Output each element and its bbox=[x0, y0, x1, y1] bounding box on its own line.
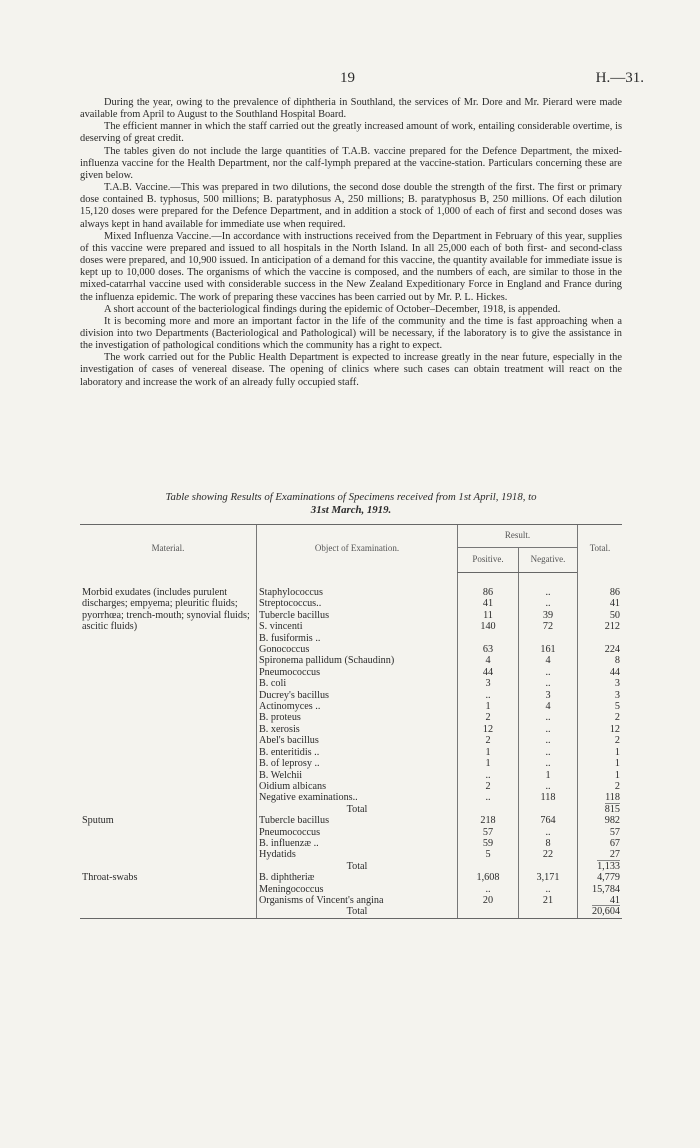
negative-cell: .. bbox=[519, 712, 578, 723]
total-cell: 2 bbox=[578, 712, 623, 723]
negative-cell: 118 bbox=[519, 792, 578, 803]
positive-cell: .. bbox=[458, 884, 519, 895]
group-total-value bbox=[578, 804, 623, 815]
object-name: B. fusiformis .. bbox=[259, 632, 321, 644]
total-cell: 982 bbox=[578, 815, 623, 826]
negative-cell: .. bbox=[519, 758, 578, 769]
object-name: Organisms of Vincent's angina bbox=[259, 894, 384, 906]
total-cell: 5 bbox=[578, 701, 623, 712]
negative-cell: 72 bbox=[519, 621, 578, 632]
group-total-row bbox=[80, 906, 622, 918]
object-name: Tubercle bacillus bbox=[259, 609, 330, 621]
object-cell bbox=[257, 644, 458, 655]
object-name: Meningococcus bbox=[259, 883, 324, 895]
negative-cell: .. bbox=[519, 598, 578, 609]
object-cell bbox=[257, 724, 458, 735]
empty-cell bbox=[519, 861, 578, 872]
group-total-value bbox=[578, 861, 623, 872]
group-total-label: Total bbox=[257, 804, 458, 815]
material-cell: Morbid exudates (includes purulent discharges; empyema; pleuritic fluids; pyorrhœa; trench-mouth; synovial fluids; ascitic fluids) bbox=[82, 587, 250, 633]
empty-cell bbox=[458, 861, 519, 872]
object-name: Tubercle bacillus bbox=[259, 815, 330, 827]
header-object: Object of Examination. bbox=[257, 525, 458, 573]
paragraph: The work carried out for the Public Health Department is expected to increase greatly in the near future, especially in the investigation of cases of venereal disease. The opening of clinics where such cases can obtain treatment will react on the laboratory and increase the work of an already fully occupied staff. bbox=[80, 352, 622, 388]
material-cell: Sputum bbox=[82, 815, 114, 827]
negative-cell: 21 bbox=[519, 895, 578, 906]
positive-cell: 2 bbox=[458, 712, 519, 723]
negative-cell bbox=[519, 633, 578, 644]
total-cell: 12 bbox=[578, 724, 623, 735]
positive-cell: 5 bbox=[458, 849, 519, 860]
object-cell bbox=[257, 781, 458, 792]
positive-cell: 44 bbox=[458, 667, 519, 678]
object-name: Streptococcus.. bbox=[259, 598, 322, 610]
total-cell: 118 bbox=[578, 792, 623, 803]
positive-cell: .. bbox=[458, 792, 519, 803]
positive-cell: 1,608 bbox=[458, 872, 519, 883]
object-name: Gonococcus bbox=[259, 644, 310, 656]
object-name: Hydatids bbox=[259, 849, 296, 861]
object-cell bbox=[257, 610, 458, 621]
positive-cell: 41 bbox=[458, 598, 519, 609]
negative-cell: 161 bbox=[519, 644, 578, 655]
positive-cell: .. bbox=[458, 770, 519, 781]
body-text bbox=[80, 97, 622, 389]
total-cell: 212 bbox=[578, 621, 623, 632]
paragraph: The tables given do not include the large quantities of T.A.B. vaccine prepared for the Defence Department, the mixed-influenza vaccine for the Health Department, nor the calf-lymph prepared at the vaccine-station. Particulars concerning these are given below. bbox=[80, 145, 622, 181]
header-positive: Positive. bbox=[458, 548, 519, 573]
object-name: B. of leprosy .. bbox=[259, 758, 320, 770]
total-cell: 2 bbox=[578, 781, 623, 792]
table-row bbox=[80, 872, 622, 883]
object-cell bbox=[257, 690, 458, 701]
empty-cell bbox=[519, 804, 578, 815]
positive-cell: 1 bbox=[458, 701, 519, 712]
total-cell: 27 bbox=[578, 849, 623, 860]
paragraph: It is becoming more and more an important factor in the life of the community and the time is fast approaching when a division into two Departments (Bacteriological and Pathological) will be necessary, if the laboratory is to give the assistance in the investigation of pathological conditions which the community has a right to expect. bbox=[80, 315, 622, 352]
total-cell: 86 bbox=[578, 587, 623, 598]
total-cell: 3 bbox=[578, 678, 623, 689]
empty-cell bbox=[80, 906, 257, 918]
caption-line: Table showing Results of Examinations of Specimens received from 1st April, 1918, to bbox=[165, 491, 537, 503]
table-row bbox=[80, 587, 622, 598]
positive-cell: 11 bbox=[458, 610, 519, 621]
total-cell: 41 bbox=[578, 895, 623, 906]
total-cell: 15,784 bbox=[578, 884, 623, 895]
object-name: B. enteritidis .. bbox=[259, 746, 320, 758]
empty-cell bbox=[519, 906, 578, 918]
total-cell: 41 bbox=[578, 598, 623, 609]
group-total-number: 20,604 bbox=[591, 906, 620, 918]
negative-cell: 8 bbox=[519, 838, 578, 849]
object-name: Negative examinations.. bbox=[259, 792, 358, 804]
negative-cell: 4 bbox=[519, 701, 578, 712]
positive-cell: 2 bbox=[458, 735, 519, 746]
positive-cell: 2 bbox=[458, 781, 519, 792]
negative-cell: .. bbox=[519, 724, 578, 735]
header-total: Total. bbox=[578, 525, 623, 573]
positive-cell bbox=[458, 633, 519, 644]
group-total-value bbox=[578, 906, 623, 918]
positive-cell: 4 bbox=[458, 655, 519, 666]
empty-cell bbox=[458, 906, 519, 918]
object-cell bbox=[257, 884, 458, 895]
total-cell: 44 bbox=[578, 667, 623, 678]
empty-cell bbox=[80, 861, 257, 872]
object-cell bbox=[257, 587, 458, 598]
negative-cell: 39 bbox=[519, 610, 578, 621]
positive-cell: 140 bbox=[458, 621, 519, 632]
positive-cell: 86 bbox=[458, 587, 519, 598]
table-body bbox=[80, 573, 622, 919]
table-row bbox=[80, 815, 622, 826]
negative-cell: .. bbox=[519, 827, 578, 838]
object-name: Ducrey's bacillus bbox=[259, 689, 330, 701]
object-name: B. proteus bbox=[259, 712, 301, 724]
negative-cell: .. bbox=[519, 678, 578, 689]
total-cell: 4,779 bbox=[578, 872, 623, 883]
object-name: B. influenzæ .. bbox=[259, 837, 319, 849]
object-cell bbox=[257, 712, 458, 723]
negative-cell: 1 bbox=[519, 770, 578, 781]
negative-cell: .. bbox=[519, 747, 578, 758]
object-name: Actinomyces .. bbox=[259, 701, 321, 713]
material-cell: Throat-swabs bbox=[82, 872, 138, 884]
positive-cell: 12 bbox=[458, 724, 519, 735]
object-cell bbox=[257, 655, 458, 666]
object-cell bbox=[257, 770, 458, 781]
negative-cell: .. bbox=[519, 667, 578, 678]
object-cell bbox=[257, 678, 458, 689]
total-cell: 1 bbox=[578, 770, 623, 781]
object-cell bbox=[257, 747, 458, 758]
negative-cell: .. bbox=[519, 587, 578, 598]
page-header bbox=[0, 70, 700, 90]
group-total-label: Total bbox=[257, 861, 458, 872]
total-cell: 67 bbox=[578, 838, 623, 849]
object-name: S. vincenti bbox=[259, 621, 303, 633]
page-number: 19 bbox=[340, 70, 355, 86]
results-table bbox=[80, 524, 622, 919]
header-negative: Negative. bbox=[519, 548, 578, 573]
object-name: Pneumococcus bbox=[259, 666, 321, 678]
negative-cell: .. bbox=[519, 781, 578, 792]
object-name: B. xerosis bbox=[259, 723, 300, 735]
object-name: Oidium albicans bbox=[259, 780, 327, 792]
object-cell bbox=[257, 827, 458, 838]
spacer-row bbox=[80, 573, 622, 588]
paragraph: Mixed Influenza Vaccine.—In accordance with instructions received from the Department in February of this year, supplies of this vaccine were prepared and issued to all hospitals in the North Island. In all 25,000 each of both first- and second-class doses were prepared, and 10,900 issued. In anticipation of a demand for this vaccine, the quantity available for immediate issue is kept up to 10,000 doses. The organisms of which the vaccine is composed, and the numbers of each, are similar to those in the mixed-catarrhal vaccine used with considerable success in the New Zealand Expeditionary Force in England and France during the influenza epidemic. The work of preparing these vaccines has been carried out by Mr. P. L. Hickes. bbox=[80, 230, 622, 303]
positive-cell: 57 bbox=[458, 827, 519, 838]
negative-cell: 3,171 bbox=[519, 872, 578, 883]
positive-cell: 1 bbox=[458, 758, 519, 769]
object-name: B. diphtheriæ bbox=[259, 872, 315, 884]
total-cell: 1 bbox=[578, 758, 623, 769]
object-cell bbox=[257, 815, 458, 826]
object-name: Staphylococcus bbox=[259, 587, 323, 598]
positive-cell: 218 bbox=[458, 815, 519, 826]
group-total-row bbox=[80, 861, 622, 872]
object-name: Spironema pallidum (Schaudinn) bbox=[259, 655, 395, 667]
table-caption bbox=[80, 491, 622, 517]
object-cell bbox=[257, 735, 458, 746]
object-cell bbox=[257, 838, 458, 849]
object-name: B. coli bbox=[259, 678, 287, 690]
negative-cell: 4 bbox=[519, 655, 578, 666]
object-cell bbox=[257, 598, 458, 609]
object-cell bbox=[257, 849, 458, 860]
header-material: Material. bbox=[80, 525, 257, 573]
negative-cell: 3 bbox=[519, 690, 578, 701]
paragraph: The efficient manner in which the staff carried out the greatly increased amount of work, entailing considerable overtime, is deserving of great credit. bbox=[80, 121, 622, 145]
positive-cell: 1 bbox=[458, 747, 519, 758]
total-cell: 8 bbox=[578, 655, 623, 666]
total-cell: 1 bbox=[578, 747, 623, 758]
positive-cell: 3 bbox=[458, 678, 519, 689]
group-total-number: 815 bbox=[604, 803, 620, 815]
positive-cell: 63 bbox=[458, 644, 519, 655]
empty-cell bbox=[458, 804, 519, 815]
object-name: Abel's bacillus bbox=[259, 735, 319, 747]
total-cell: 224 bbox=[578, 644, 623, 655]
negative-cell: 22 bbox=[519, 849, 578, 860]
negative-cell: 764 bbox=[519, 815, 578, 826]
object-name: B. Welchii bbox=[259, 769, 303, 781]
object-cell bbox=[257, 758, 458, 769]
object-cell bbox=[257, 667, 458, 678]
empty-cell bbox=[80, 804, 257, 815]
object-cell bbox=[257, 633, 458, 644]
positive-cell: 20 bbox=[458, 895, 519, 906]
object-cell bbox=[257, 621, 458, 632]
group-total-row bbox=[80, 804, 622, 815]
object-cell bbox=[257, 701, 458, 712]
total-cell: 50 bbox=[578, 610, 623, 621]
caption-date: 31st March, 1919. bbox=[310, 504, 392, 516]
positive-cell: 59 bbox=[458, 838, 519, 849]
negative-cell: .. bbox=[519, 884, 578, 895]
paragraph: T.A.B. Vaccine.—This was prepared in two dilutions, the second dose double the strength of the first. The first or primary dose contained B. typhosus, 500 millions; B. paratyphosus A, 250 millions; B. paratyphosus B, 250 millions. Of each dilution 15,120 doses were prepared for the Defence Department, and in addition a stock of 1,000 of each of first and second doses was always kept in hand available for immediate use when required. bbox=[80, 182, 622, 230]
total-cell bbox=[578, 633, 623, 644]
object-cell bbox=[257, 895, 458, 906]
paragraph: During the year, owing to the prevalence of diphtheria in Southland, the services of Mr. Dore and Mr. Pierard were made available from April to August to the Southland Hospital Board. bbox=[80, 97, 622, 121]
object-cell bbox=[257, 792, 458, 803]
document-reference: H.—31. bbox=[595, 70, 644, 86]
total-cell: 2 bbox=[578, 735, 623, 746]
object-name: Pneumococcus bbox=[259, 826, 321, 838]
group-total-number: 1,133 bbox=[597, 860, 620, 872]
total-cell: 57 bbox=[578, 827, 623, 838]
total-cell: 3 bbox=[578, 690, 623, 701]
positive-cell: .. bbox=[458, 690, 519, 701]
object-cell bbox=[257, 872, 458, 883]
group-total-label: Total bbox=[257, 906, 458, 918]
paragraph: A short account of the bacteriological findings during the epidemic of October–December, 1918, is appended. bbox=[104, 303, 561, 315]
negative-cell: .. bbox=[519, 735, 578, 746]
header-result: Result. bbox=[458, 525, 578, 548]
